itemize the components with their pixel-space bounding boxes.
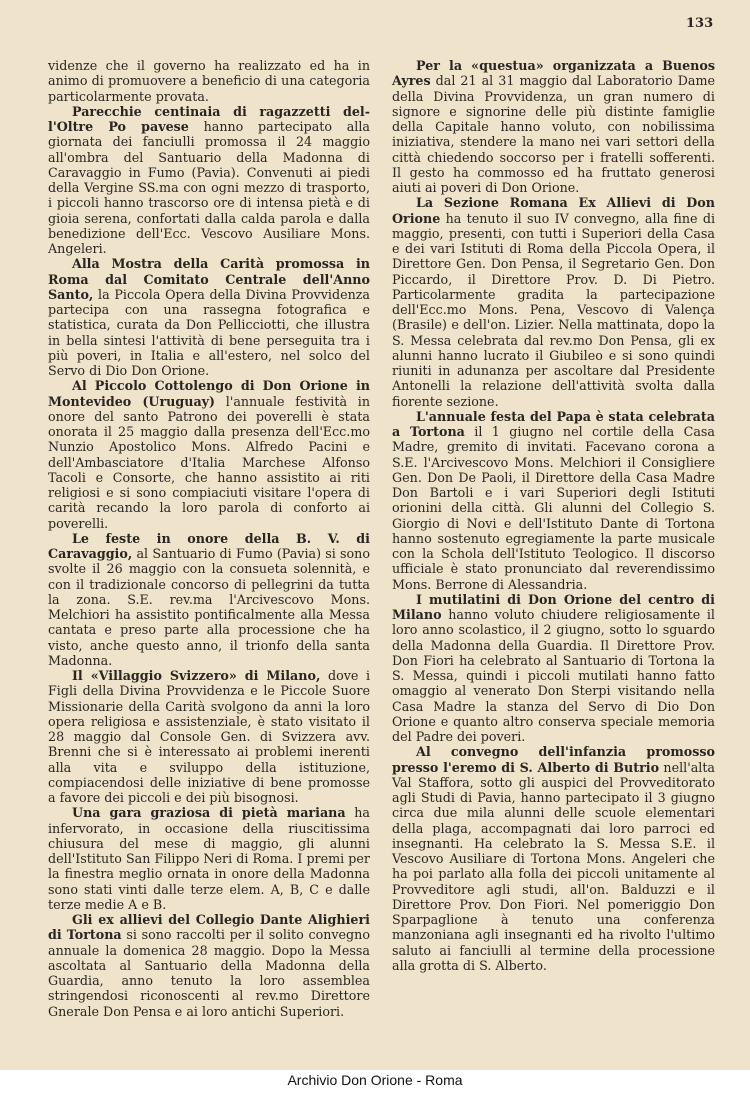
article-lead: Al convegno dell'infanzia promosso presso l'eremo di S. Alberto di Butrio: [392, 744, 715, 775]
article-lead: Una gara graziosa di pietà mariana: [72, 805, 346, 821]
article-paragraph: [48, 104, 370, 257]
article-text: ha tenuto il suo IV convegno, alla fine di maggio, presenti, con tutti i Superiori della Casa e dei vari Istituti di Roma della Piccola Opera, il Direttore Gen. Don Pensa, il Segretario Gen. Don Piccardo, il Direttore Prov. D. Di Pietro. Particolarmente gradita la partecipazione dell'Ecc.mo Mons. Pena, Vescovo di Valença (Brasile) e dell'on. Lizier. Nella mattinata, dopo la S. Messa celebrata dal rev.mo Don Pensa, gli ex alunni hanno lucrato il Giubileo e si sono quindi riuniti in adunanza per ascoltare dal Presidente Antonelli la relazione dell'attività svolta dalla fiorente sezione.: [392, 210, 715, 409]
article-text: videnze che il governo ha realizzato ed ha in animo di promuovere a beneficio di una categoria particolarmente provata.: [48, 58, 370, 104]
article-paragraph: [392, 744, 715, 973]
article-text: ha infervorato, in occasione della riuscitissima chiusura del mese di maggio, gli alunni dell'Istituto San Filippo Neri di Roma. I premi per la finestra meglio ornata in onore della Madonna sono stati vinti dalle terze elem. A, B, C e dalle terze medie A e B.: [48, 805, 370, 912]
right-column: [392, 58, 715, 973]
article-lead: La Sezione Romana Ex Allievi di Don Orione: [392, 195, 715, 226]
article-paragraph: [48, 668, 370, 805]
article-text: dove i Figli della Divina Provvidenza e le Piccole Suore Missionarie della Carità svolgono da anni la loro opera religiosa e assistenziale, è stato visitato il 28 maggio dal Console Gen. di Svizzera avv. Brenni che si è interessato ai problemi inerenti alla vita e sviluppo della istituzione, compiacendosi delle iniziative di bene promosse a favore dei piccoli e dei più bisognosi.: [48, 668, 370, 805]
article-lead: I mutilatini di Don Orione del centro di Milano: [392, 591, 715, 622]
article-text: si sono raccolti per il solito convegno annuale la domenica 28 maggio. Dopo la Messa ascoltata al Santuario della Madonna della Guardia, anno tenuto la loro assemblea stringendosi riconoscenti al rev.mo Direttore Gnerale Don Pensa e ai loro antichi Superiori.: [48, 927, 370, 1019]
article-paragraph: [48, 805, 370, 912]
article-lead: Al Piccolo Cottolengo di Don Orione in Montevideo (Uruguay): [48, 378, 370, 409]
article-paragraph: [392, 195, 715, 409]
article-paragraph: [48, 531, 370, 668]
article-lead: Parecchie centinaia di ragazzetti del- l'Oltre Po pavese: [48, 103, 370, 134]
article-lead: L'annuale festa del Papa è stata celebrata a Tortona: [392, 408, 715, 439]
article-lead: Il «Villaggio Svizzero» di Milano,: [72, 668, 321, 683]
article-text: il 1 giugno nel cortile della Casa Madre, gremito di invitati. Facevano corona a S.E. l'Arcivescovo Mons. Melchiori il Consigliere Gen. Don De Paoli, il Direttore della Casa Madre Don Bartoli e i vari Superiori degli Istituti orionini della città. Gli alunni del Collegio S. Giorgio di Novi e dell'Istituto Dante di Tortona hanno sostenuto egregiamente la parte musicale con la Schola dell'Istituto Teologico. Il discorso ufficiale è stato pronunciato dal reverendissimo Mons. Berrone di Alessandria.: [392, 424, 715, 592]
article-text: l'annuale festività in onore del santo Patrono dei poverelli è stata onorata il 25 maggio dalla presenza dell'Ecc.mo Nunzio Apostolico Mons. Alfredo Pacini e dell'Ambasciatore d'Italia Marchese Alfonso Tacoli e Consorte, che hanno assistito ai riti religiosi e si sono compiaciuti visitare l'opera di carità recando la loro parola di conforto ai poverelli.: [48, 393, 370, 531]
archive-footer: [0, 1070, 750, 1095]
article-lead: Per la «questua» organizzata a Buenos Ayres: [392, 58, 715, 89]
article-text: la Piccola Opera della Divina Provvidenza partecipa con una rassegna fotografica e statistica, curata da Don Pellicciotti, che illustra in bella sintesi l'attività di bene perseguita tra i più poveri, in Italia e all'estero, nel solco del Servo di Dio Don Orione.: [48, 286, 370, 378]
article-text: dal 21 al 31 maggio dal Laboratorio Dame della Divina Provvidenza, un gran numero di signore e signorine delle più distinte famiglie della Capitale hanno voluto, con nobilissima iniziativa, stendere la mano nei vari settori della città chiedendo soccorso per i fratelli sofferenti. Il gesto ha commosso ed ha fruttato generosi aiuti ai poveri di Don Orione.: [392, 73, 715, 195]
article-paragraph: [48, 378, 370, 531]
article-paragraph: [392, 592, 715, 745]
article-text: al Santuario di Fumo (Pavia) si sono svolte il 26 maggio con la consueta solennità, e con il tradizionale concorso di pellegrini da tutta la zona. S.E. rev.ma l'Arcivescovo Mons. Melchiori ha assistito pontificalmente alla Messa cantata e preso parte alla processione che ha visto, anche questo anno, il trionfo della santa Madonna.: [48, 546, 370, 668]
archive-credit: Archivio Don Orione - Roma: [287, 1072, 463, 1088]
article-paragraph: [48, 912, 370, 1019]
page-number: 133: [686, 16, 714, 31]
article-lead: Gli ex allievi del Collegio Dante Alighieri di Tortona: [48, 912, 370, 943]
article-text: hanno voluto chiudere religiosamente il loro anno scolastico, il 2 giugno, sotto lo sguardo della Madonna della Guardia. Il Direttore Prov. Don Fiori ha celebrato al Santuario di Tortona la S. Messa, quindi i piccoli mutilati hanno fatto omaggio al venerato Don Sterpi visitando nella Casa Madre la stanza del Servo di Dio Don Orione e quanto altro conserva speciale memoria del Padre dei poveri.: [392, 607, 715, 744]
article-paragraph: [48, 58, 370, 104]
article-lead: Alla Mostra della Carità promossa in Roma dal Comitato Centrale dell'Anno Santo,: [48, 256, 370, 302]
article-paragraph: [48, 256, 370, 378]
left-column: [48, 58, 370, 1019]
article-text: hanno partecipato alla giornata dei fanciulli promossa il 24 maggio all'ombra del Santuario della Madonna di Caravaggio in Fumo (Pavia). Convenuti ai piedi della Vergine SS.ma con ogni mezzo di trasporto, i piccoli hanno trascorso ore di intensa pietà e di gioia serena, confortati dalla calda parola e dalla benedizione dell'Ecc. Vescovo Ausiliare Mons. Angeleri.: [48, 119, 370, 256]
article-paragraph: [392, 409, 715, 592]
article-paragraph: [392, 58, 715, 195]
article-lead: Le feste in onore della B. V. di Caravaggio,: [48, 530, 370, 561]
article-text: nell'alta Val Staffora, sotto gli auspici del Provveditorato agli Studi di Pavia, hanno partecipato il 3 giugno circa due mila alunni delle scuole elementari della plaga, accompagnati dai loro parroci ed insegnanti. Ha celebrato la S. Messa S.E. il Vescovo Ausiliare di Tortona Mons. Angeleri che ha poi parlato alla folla dei piccoli unitamente al Provveditore agli studi, all'on. Balduzzi e il Direttore Prov. Don Fiori. Nel pomeriggio Don Sparpaglione à tenuto una conferenza manzoniana agli insegnanti ed ha rivolto l'ultimo saluto ai fanciulli al termine della processione alla grotta di S. Alberto.: [392, 759, 715, 973]
